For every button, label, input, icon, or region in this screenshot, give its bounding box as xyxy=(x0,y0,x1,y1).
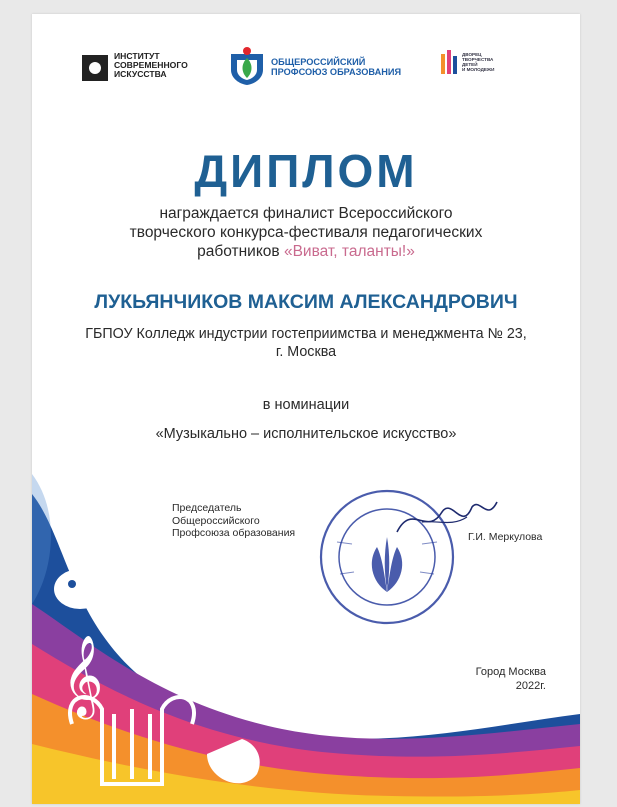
svg-text:𝄞: 𝄞 xyxy=(62,634,104,716)
nomination-label: в номинации xyxy=(262,397,350,413)
institute-logo xyxy=(82,51,202,85)
treble-clef-icon xyxy=(62,634,103,719)
palace-logo-text: ДВОРЕЦ ТВОРЧЕСТВА ДЕТЕЙ И МОЛОДЕЖИ xyxy=(462,52,495,73)
intro-line-3-text: работников xyxy=(197,243,284,260)
chairman-title xyxy=(172,502,295,540)
intro-line-2: творческого конкурса-фестиваля педагогических xyxy=(129,224,483,241)
union-emblem-icon xyxy=(227,44,267,86)
palace-emblem-icon xyxy=(440,48,458,78)
palace-logo xyxy=(440,48,530,90)
recipient-name: ЛУКЬЯНЧИКОВ МАКСИМ АЛЕКСАНДРОВИЧ xyxy=(94,291,518,313)
festival-name: «Виват, таланты!» xyxy=(283,243,415,260)
award-intro xyxy=(32,204,580,261)
chairman-line-3: Профсоюза образования xyxy=(172,527,296,539)
intro-line-1: награждается финалист Всероссийского xyxy=(159,205,453,222)
diploma-title: ДИПЛОМ xyxy=(194,145,418,197)
issue-year: 2022г. xyxy=(515,679,546,692)
intro-line-3 xyxy=(32,242,580,261)
institute-logo-text: ИНСТИТУТ СОВРЕМЕННОГО ИСКУССТВА xyxy=(114,51,188,80)
city-name: Город Москва xyxy=(475,666,546,678)
signer-name: Г.И. Меркулова xyxy=(468,531,543,543)
chairman-line-2: Общероссийского xyxy=(172,514,260,527)
organization-line-2: г. Москва xyxy=(275,343,337,360)
union-logo xyxy=(227,44,407,94)
nomination-value: «Музыкально – исполнительское искусство» xyxy=(155,426,457,442)
diploma-sheet xyxy=(32,14,580,804)
place-and-year xyxy=(450,666,546,693)
chairman-line-1: Председатель xyxy=(172,502,242,514)
organization-line-1: ГБПОУ Колледж индустрии гостеприимства и менеджмента № 23, xyxy=(85,326,527,342)
union-logo-text: ОБЩЕРОССИЙСКИЙ ПРОФСОЮЗ ОБРАЗОВАНИЯ xyxy=(271,57,402,77)
recipient-organization xyxy=(32,326,580,361)
